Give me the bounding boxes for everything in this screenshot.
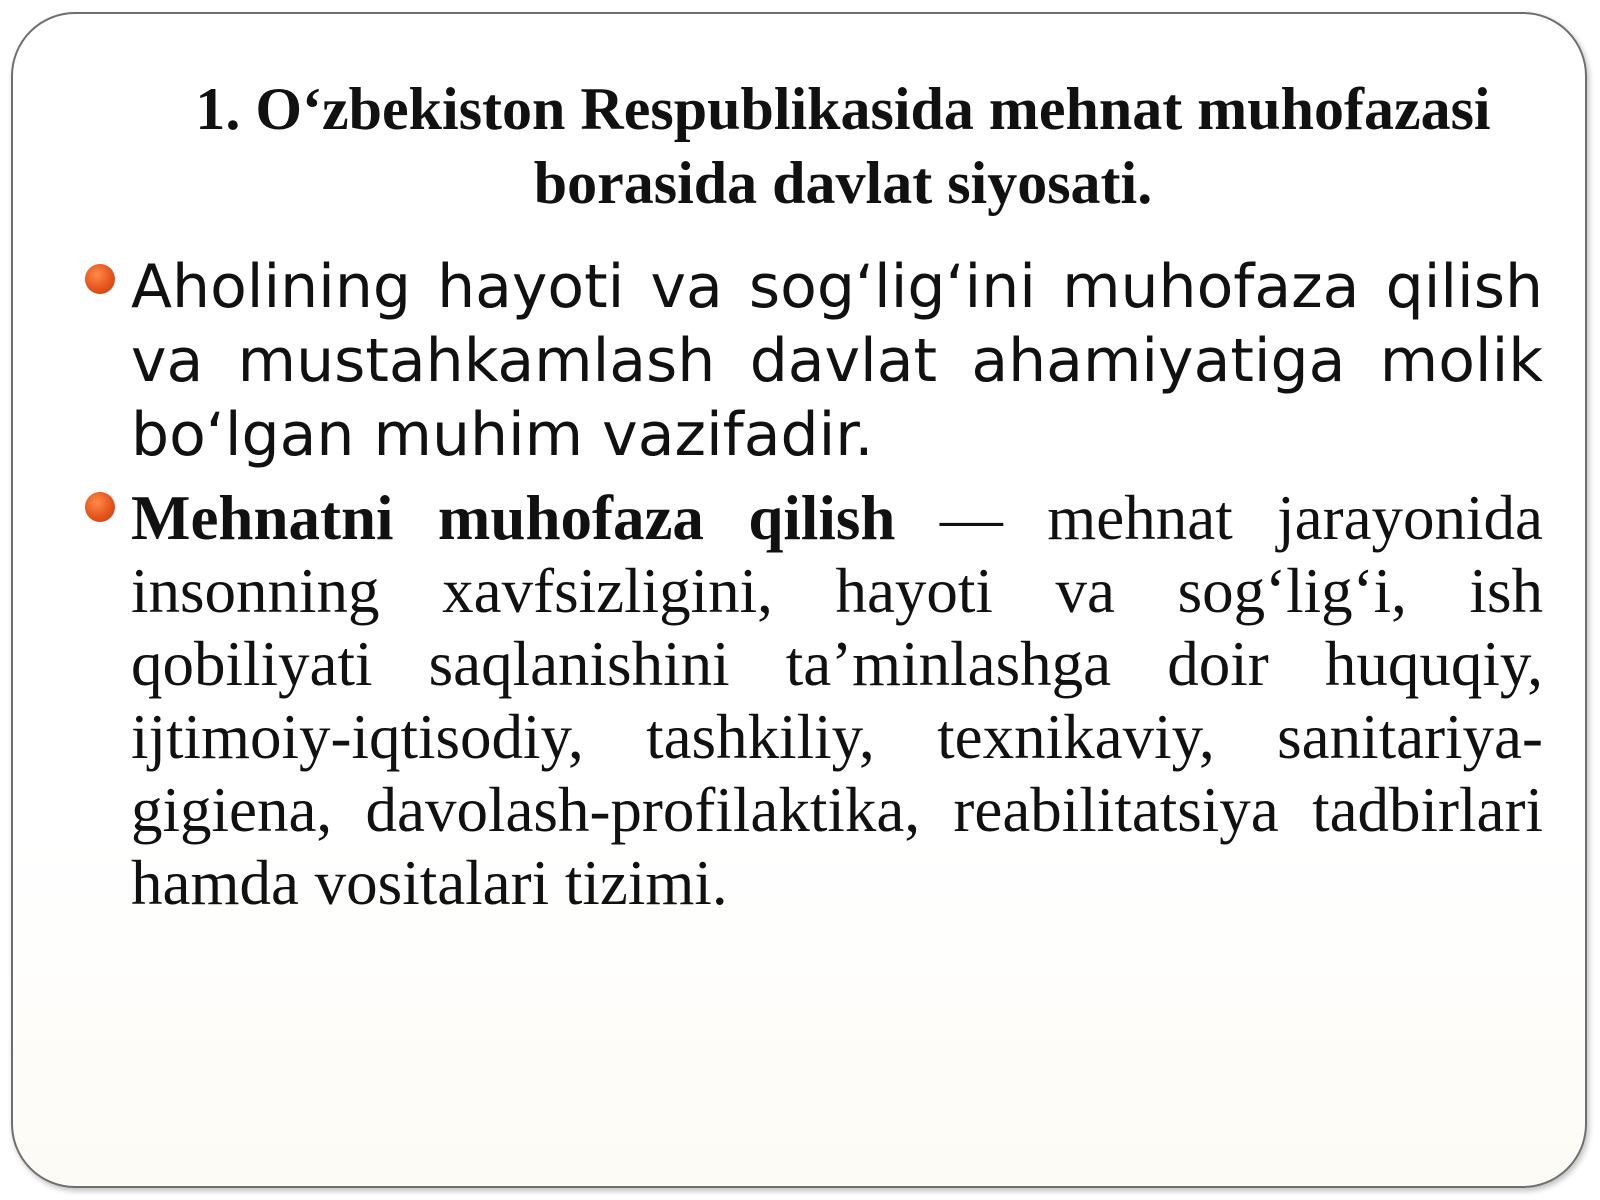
definition-text: — mehnat jarayonida insonning xavfsizligini, hayoti va sog‘lig‘i, ish qobiliyati saqlanishini ta’minlashga doir huquqiy, ijtimoiy-iqtisodiy, tashkiliy, texnikaviy, sanitariya-gigiena, davolash-profilaktika, reabilitatsiya tadbirlari hamda vositalari tizimi. — [131, 483, 1543, 918]
bullet-list — [13, 14, 1585, 1186]
bullet-dot-icon — [85, 264, 115, 294]
slide-title-line-1: 1. O‘zbekiston Respublikasida mehnat muhofazasi — [195, 76, 1491, 142]
bullet-text: Aholining hayoti va sog‘lig‘ini muhofaza qilish va mustahkamlash davlat ahamiyatiga molik bo‘lgan muhim vazifadir. — [131, 252, 1543, 470]
slide — [11, 12, 1587, 1188]
bullet-item-importance — [131, 250, 1543, 472]
bullet-dot-icon — [85, 492, 115, 522]
slide-title-line-2: borasida davlat siyosati. — [533, 150, 1153, 216]
definition-term: Mehnatni muhofaza qilish — [131, 483, 896, 553]
bullet-item-definition — [131, 482, 1543, 920]
